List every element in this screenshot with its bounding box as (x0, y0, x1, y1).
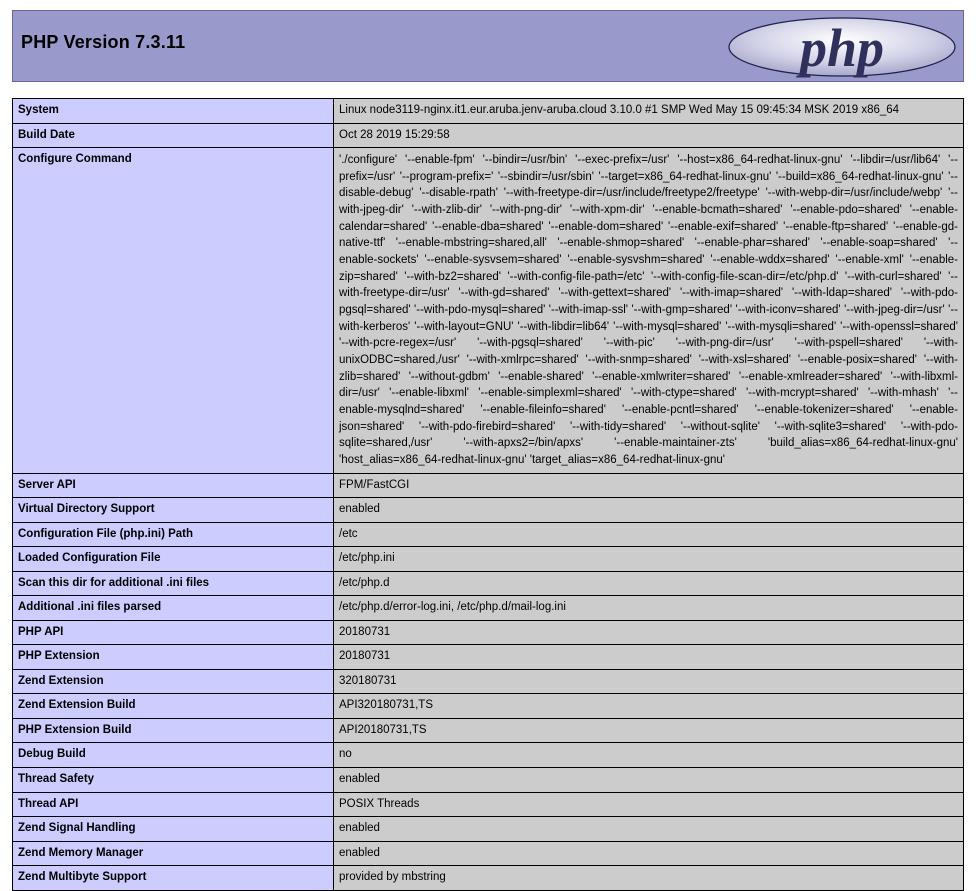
row-value: enabled (334, 817, 964, 842)
row-value: enabled (334, 767, 964, 792)
row-value: POSIX Threads (334, 792, 964, 817)
table-row (13, 694, 964, 719)
table-row (13, 596, 964, 621)
row-value: API20180731,TS (334, 718, 964, 743)
row-key: Zend Signal Handling (13, 817, 334, 842)
table-row (13, 99, 964, 124)
row-key: Loaded Configuration File (13, 547, 334, 572)
table-row (13, 473, 964, 498)
row-value: no (334, 743, 964, 768)
row-value: 20180731 (334, 645, 964, 670)
php-version-header (12, 10, 964, 82)
row-key: Zend Extension (13, 669, 334, 694)
row-key: PHP Extension Build (13, 718, 334, 743)
row-key: Debug Build (13, 743, 334, 768)
table-row (13, 547, 964, 572)
table-row (13, 571, 964, 596)
row-value: enabled (334, 498, 964, 523)
row-key: Virtual Directory Support (13, 498, 334, 523)
row-value: FPM/FastCGI (334, 473, 964, 498)
table-row (13, 669, 964, 694)
table-row (13, 620, 964, 645)
table-row (13, 498, 964, 523)
table-row (13, 817, 964, 842)
row-value: 320180731 (334, 669, 964, 694)
table-row (13, 767, 964, 792)
row-key: System (13, 99, 334, 124)
row-value: enabled (334, 841, 964, 866)
page-title: PHP Version 7.3.11 (21, 32, 186, 52)
table-row (13, 792, 964, 817)
row-value: /etc/php.ini (334, 547, 964, 572)
row-key: Configuration File (php.ini) Path (13, 522, 334, 547)
row-key: Thread API (13, 792, 334, 817)
row-key: Zend Multibyte Support (13, 866, 334, 891)
row-key: Build Date (13, 123, 334, 148)
phpinfo-table-body (13, 99, 964, 891)
php-logo-icon (727, 16, 957, 78)
table-row (13, 841, 964, 866)
row-value: './configure' '--enable-fpm' '--bindir=/usr/bin' '--exec-prefix=/usr' '--host=x86_64-redhat-linux-gnu' '--libdir=/usr/lib64' '--prefix=/usr' '--program-prefix=' '--sbindir=/usr/sbin' '--target=x86_64-redhat-linux-gnu' '--build=x86_64-redhat-linux-gnu' '--disable-debug' '--disable-rpath' '--with-freetype-dir=/usr/include/freetype2/freetype' '--with-webp-dir=/usr/include/webp' '--with-jpeg-dir' '--with-zlib-dir' '--with-png-dir' '--with-xpm-dir' '--enable-bcmath=shared' '--enable-pdo=shared' '--enable-calendar=shared' '--enable-dba=shared' '--enable-dom=shared' '--enable-exif=shared' '--enable-ftp=shared' '--enable-gd-native-ttf' '--enable-mbstring=shared,all' '--enable-shmop=shared' '--enable-phar=shared' '--enable-soap=shared' '--enable-sockets' '--enable-sysvsem=shared' '--enable-sysvshm=shared' '--enable-wddx=shared' '--enable-xml' '--enable-zip=shared' '--with-bz2=shared' '--with-config-file-path=/etc' '--with-config-file-scan-dir=/etc/php.d' '--with-curl=shared' '--with-freetype-dir=/usr' '--with-gd=shared' '--with-gettext=shared' '--with-imap=shared' '--with-ldap=shared' '--with-pdo-pgsql=shared' '--with-pdo-mysql=shared' '--with-imap-ssl' '--with-gmp=shared' '--with-iconv=shared' '--with-jpeg-dir=/usr' '--with-kerberos' '--with-layout=GNU' '--with-libdir=lib64' '--with-mysql=shared' '--with-mysqli=shared' '--with-openssl=shared' '--with-pcre-regex=/usr' '--with-pgsql=shared' '--with-pic' '--with-png-dir=/usr' '--with-pspell=shared' '--with-unixODBC=shared,/usr' '--with-xmlrpc=shared' '--with-snmp=shared' '--with-xsl=shared' '--enable-posix=shared' '--with-zlib=shared' '--without-gdbm' '--enable-shared' '--enable-xmlwriter=shared' '--enable-xmlreader=shared' '--with-libxml-dir=/usr' '--enable-libxml' '--enable-simplexml=shared' '--with-ctype=shared' '--with-mcrypt=shared' '--with-mhash' '--enable-mysqlnd=shared' '--enable-fileinfo=shared' '--enable-pcntl=shared' '--enable-tokenizer=shared' '--enable-json=shared' '--with-pdo-firebird=shared' '--with-tidy=shared' '--without-sqlite' '--with-sqlite3=shared' '--with-pdo-sqlite=shared,/usr' '--with-apxs2=/bin/apxs' '--enable-maintainer-zts' 'build_alias=x86_64-redhat-linux-gnu' 'host_alias=x86_64-redhat-linux-gnu' 'target_alias=x86_64-redhat-linux-gnu' (334, 148, 964, 474)
row-key: PHP API (13, 620, 334, 645)
row-value: Linux node3119-nginx.it1.eur.aruba.jenv-aruba.cloud 3.10.0 #1 SMP Wed May 15 09:45:34 MSK 2019 x86_64 (334, 99, 964, 124)
row-key: Zend Memory Manager (13, 841, 334, 866)
row-key: Scan this dir for additional .ini files (13, 571, 334, 596)
table-row (13, 123, 964, 148)
phpinfo-table (12, 98, 964, 891)
row-value: Oct 28 2019 15:29:58 (334, 123, 964, 148)
row-key: Zend Extension Build (13, 694, 334, 719)
row-key: PHP Extension (13, 645, 334, 670)
row-value: 20180731 (334, 620, 964, 645)
row-value: /etc/php.d/error-log.ini, /etc/php.d/mail-log.ini (334, 596, 964, 621)
row-value: provided by mbstring (334, 866, 964, 891)
table-row (13, 522, 964, 547)
table-row (13, 866, 964, 891)
row-value: /etc/php.d (334, 571, 964, 596)
table-row (13, 718, 964, 743)
row-value: API320180731,TS (334, 694, 964, 719)
table-row (13, 645, 964, 670)
table-row (13, 148, 964, 474)
row-key: Thread Safety (13, 767, 334, 792)
row-key: Server API (13, 473, 334, 498)
table-row (13, 743, 964, 768)
row-key: Additional .ini files parsed (13, 596, 334, 621)
svg-text:php: php (799, 18, 885, 78)
row-key: Configure Command (13, 148, 334, 474)
row-value: /etc (334, 522, 964, 547)
